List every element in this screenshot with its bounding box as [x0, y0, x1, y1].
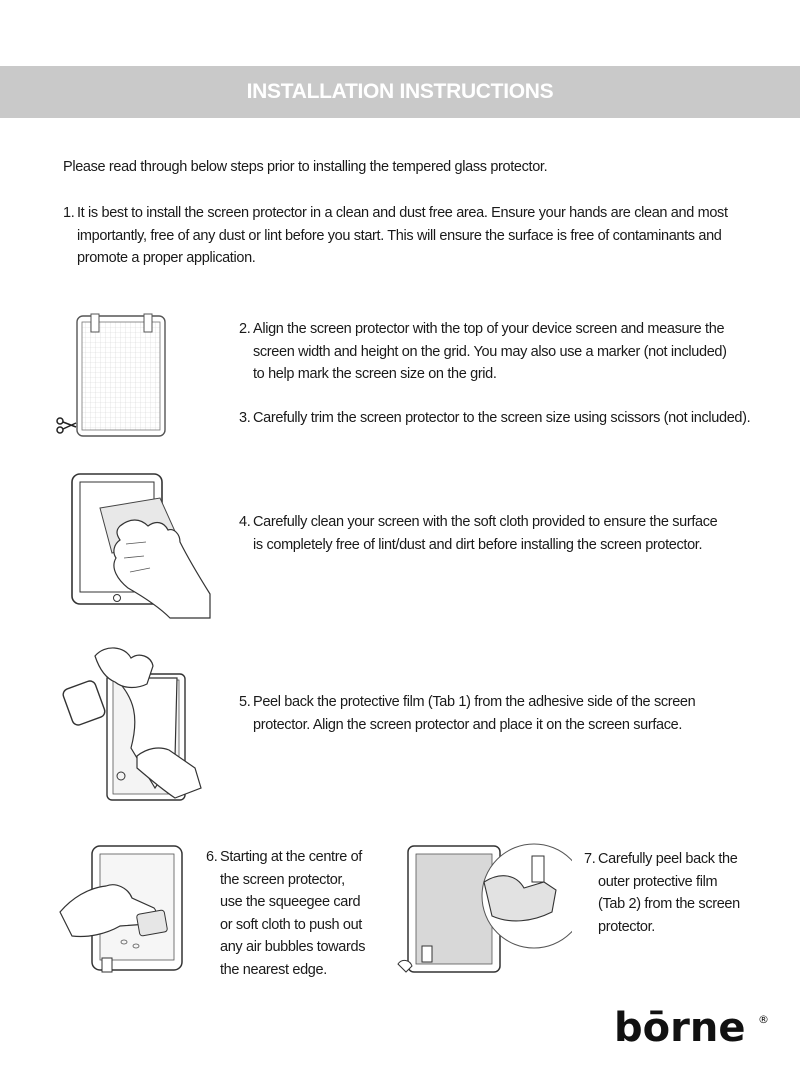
step-7: [584, 848, 744, 938]
brand-logo: bōrne: [614, 1005, 746, 1051]
step-text: Starting at the centre of the screen protector, use the squeegee card or soft cloth to push out any air bubbles towards the nearest edge.: [220, 849, 366, 978]
step-3: [239, 407, 759, 430]
step-text: It is best to install the screen protector in a clean and dust free area. Ensure your hands are clean and most importantly, free of any dust or lint before you start. This will ensure the surface is free of contaminants and promote a proper application.: [77, 205, 728, 266]
step-number: 7.: [584, 851, 596, 867]
step-text: Carefully peel back the outer protective film (Tab 2) from the screen protector.: [598, 851, 740, 935]
scissors-icon: [57, 418, 76, 433]
tablet-grid-icon: [55, 312, 170, 440]
step-number: 4.: [239, 514, 251, 530]
peel-film-icon: [55, 638, 205, 808]
step-text: Align the screen protector with the top of your device screen and measure the screen width and height on the grid. You may also use a marker (not included) to help mark the screen size on the grid.: [253, 321, 727, 382]
step-number: 5.: [239, 694, 251, 710]
step-5: [239, 691, 739, 736]
step-number: 2.: [239, 321, 251, 337]
step-number: 1.: [63, 205, 75, 221]
step-4: [239, 511, 719, 556]
step-2: [239, 318, 739, 386]
step-text: Carefully trim the screen protector to the screen size using scissors (not included).: [253, 410, 751, 426]
header-banner: [0, 66, 800, 118]
step-6: [206, 846, 366, 981]
squeegee-card-icon: [58, 842, 188, 977]
hand-cleaning-cloth-icon: [60, 468, 220, 628]
registered-mark: ®: [758, 1013, 769, 1026]
step-number: 3.: [239, 410, 251, 426]
step-number: 6.: [206, 849, 218, 865]
intro-text: Please read through below steps prior to installing the tempered glass protector.: [63, 159, 548, 175]
step-text: Carefully clean your screen with the soft cloth provided to ensure the surface is completely free of lint/dust and dirt before installing the screen protector.: [253, 514, 718, 553]
page-title: INSTALLATION INSTRUCTIONS: [246, 80, 554, 103]
step-text: Peel back the protective film (Tab 1) from the adhesive side of the screen protector. Align the screen protector and place it on the screen surface.: [253, 694, 696, 733]
step-1: [63, 202, 743, 270]
peel-tab-icon: [392, 842, 572, 977]
